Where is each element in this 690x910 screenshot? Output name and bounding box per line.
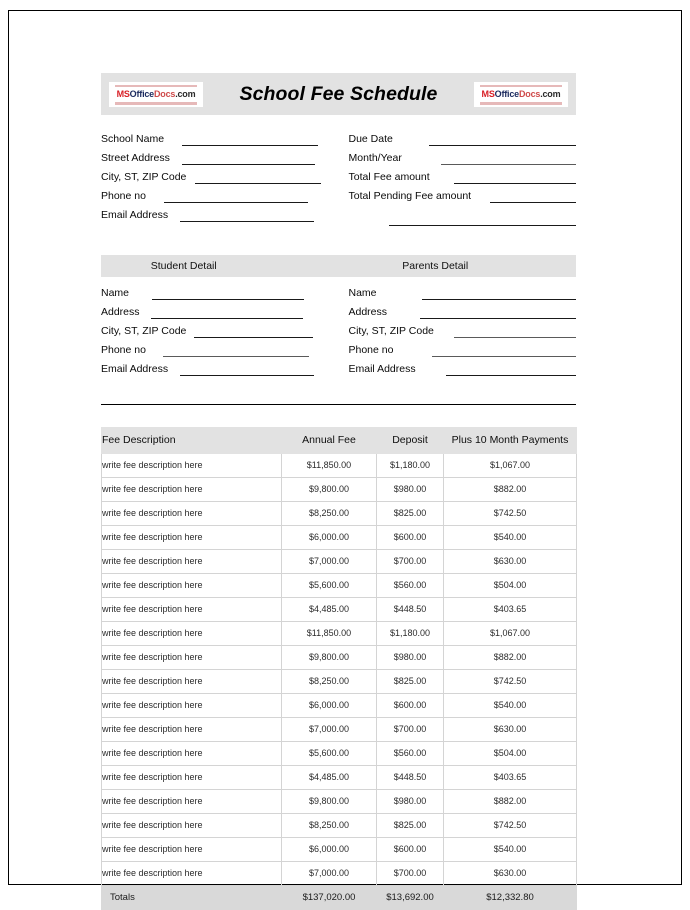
cell-fee-description[interactable]: write fee description here [102,813,282,837]
parents-address-input[interactable] [420,307,576,319]
logo-docs-text: Docs [153,89,176,99]
table-row[interactable] [102,501,577,525]
logo-com-text: .com [540,89,561,99]
due-date-input[interactable] [429,134,576,146]
cell-deposit[interactable]: $600.00 [377,525,444,549]
field-label: City, ST, ZIP Code [101,170,187,183]
detail-section-band [101,255,576,277]
parents-field-city-state-zip [349,322,577,339]
cell-deposit[interactable]: $980.00 [377,645,444,669]
student-field-phone-no [101,341,339,358]
cell-monthly-payment[interactable]: $630.00 [444,549,577,573]
logo-right [474,82,568,107]
cell-monthly-payment[interactable]: $882.00 [444,789,577,813]
cell-monthly-payment[interactable]: $630.00 [444,717,577,741]
parents-field-name [349,284,577,301]
cell-fee-description[interactable]: write fee description here [102,549,282,573]
field-street-address [101,148,339,165]
cell-fee-description[interactable]: write fee description here [102,453,282,477]
fee-schedule-table [101,427,577,910]
field-label: School Name [101,132,165,145]
student-field-email-address [101,360,339,377]
cell-annual-fee[interactable]: $4,485.00 [282,765,377,789]
email-address-input[interactable] [180,210,314,222]
month-year-input[interactable] [441,153,576,165]
cell-deposit[interactable]: $560.00 [377,741,444,765]
cell-annual-fee[interactable]: $9,800.00 [282,789,377,813]
cell-fee-description[interactable]: write fee description here [102,693,282,717]
form-sheet [101,73,576,910]
field-email-address [101,205,339,222]
table-row[interactable] [102,837,577,861]
cell-monthly-payment[interactable]: $1,067.00 [444,453,577,477]
cell-fee-description[interactable]: write fee description here [102,741,282,765]
column-header-fee-description: Fee Description [102,427,282,453]
table-row[interactable] [102,789,577,813]
cell-annual-fee[interactable]: $4,485.00 [282,597,377,621]
logo-ms-text: MS [481,89,495,99]
field-phone-no [101,186,339,203]
field-city-state-zip [101,167,339,184]
parents-field-address [349,303,577,320]
field-school-name [101,129,339,146]
logo-docs-text: Docs [518,89,541,99]
parents-name-input[interactable] [422,288,576,300]
field-label: Due Date [348,132,393,145]
field-label: Name [101,287,130,299]
field-month-year [349,148,577,165]
field-label: City, ST, ZIP Code [101,325,187,337]
field-label: Total Pending Fee amount [348,189,472,202]
field-label: Email Address [101,363,169,375]
logo-bar-bottom [480,102,562,105]
table-row[interactable] [102,861,577,885]
school-name-input[interactable] [182,134,318,146]
parents-city-state-zip-input[interactable] [454,326,576,338]
table-row[interactable] [102,525,577,549]
cell-fee-description[interactable]: write fee description here [102,765,282,789]
field-due-date [349,129,577,146]
street-address-input[interactable] [182,153,315,165]
logo-left [109,82,203,107]
totals-row [102,885,577,909]
cell-annual-fee[interactable]: $9,800.00 [282,477,377,501]
field-label: Street Address [101,151,170,164]
field-total-pending-fee-amount [349,186,577,203]
logo-ms-text: MS [116,89,130,99]
logo-bar-top [115,85,197,88]
table-row[interactable] [102,477,577,501]
cell-deposit[interactable]: $560.00 [377,573,444,597]
cell-monthly-payment[interactable]: $882.00 [444,477,577,501]
cell-annual-fee[interactable]: $8,250.00 [282,669,377,693]
table-row[interactable] [102,741,577,765]
cell-monthly-payment[interactable]: $504.00 [444,573,577,597]
cell-monthly-payment[interactable]: $540.00 [444,837,577,861]
totals-label: Totals [102,885,282,909]
field-label: City, ST, ZIP Code [348,325,434,337]
student-phone-no-input[interactable] [163,345,309,357]
table-row[interactable] [102,621,577,645]
cell-fee-description[interactable]: write fee description here [102,861,282,885]
total-pending-fee-amount-input[interactable] [490,191,576,203]
cell-monthly-payment[interactable]: $1,067.00 [444,621,577,645]
cell-fee-description[interactable]: write fee description here [102,669,282,693]
phone-no-input[interactable] [164,191,308,203]
logo-office-text: Office [494,89,519,99]
logo-wordmark [476,89,566,100]
title-band [101,73,576,115]
page-title: School Fee Schedule [239,82,438,105]
logo-bar-top [480,85,562,88]
totals-annual-fee: $137,020.00 [282,885,377,909]
cell-monthly-payment[interactable]: $882.00 [444,645,577,669]
cell-annual-fee[interactable]: $8,250.00 [282,813,377,837]
cell-annual-fee[interactable]: $7,000.00 [282,717,377,741]
field-label: Name [348,287,377,299]
cell-deposit[interactable]: $825.00 [377,813,444,837]
cell-deposit[interactable]: $448.50 [377,765,444,789]
cell-annual-fee[interactable]: $7,000.00 [282,549,377,573]
cell-fee-description[interactable]: write fee description here [102,837,282,861]
header-form-left-column [101,129,339,229]
parents-field-phone-no [349,341,577,358]
student-detail-column [101,284,339,379]
cell-annual-fee[interactable]: $11,850.00 [282,621,377,645]
cell-annual-fee[interactable]: $6,000.00 [282,837,377,861]
totals-deposit: $13,692.00 [377,885,444,909]
cell-monthly-payment[interactable]: $742.50 [444,501,577,525]
fee-table-header-row [102,427,577,453]
table-row[interactable] [102,453,577,477]
fee-table-head [102,427,577,453]
table-row[interactable] [102,645,577,669]
cell-monthly-payment[interactable]: $742.50 [444,813,577,837]
student-field-city-state-zip [101,322,339,339]
table-row[interactable] [102,549,577,573]
cell-monthly-payment[interactable]: $403.65 [444,597,577,621]
cell-fee-description[interactable]: write fee description here [102,501,282,525]
city-state-zip-input[interactable] [195,172,321,184]
student-city-state-zip-input[interactable] [194,326,313,338]
table-row[interactable] [102,813,577,837]
field-label: Phone no [348,344,394,356]
fee-table-body [102,453,577,885]
logo-office-text: Office [129,89,154,99]
cell-annual-fee[interactable]: $11,850.00 [282,453,377,477]
column-header-annual-fee: Annual Fee [282,427,377,453]
extra-blank-input[interactable] [389,214,577,226]
document-page [8,10,682,903]
parents-field-email-address [349,360,577,377]
header-form [101,129,576,229]
header-form-right-column [339,129,577,229]
logo-wordmark [111,89,201,100]
cell-annual-fee[interactable]: $7,000.00 [282,861,377,885]
field-label: Phone no [101,189,146,202]
logo-bar-bottom [115,102,197,105]
cell-deposit[interactable]: $825.00 [377,669,444,693]
total-fee-amount-input[interactable] [454,172,576,184]
student-email-address-input[interactable] [180,364,314,376]
cell-annual-fee[interactable]: $5,600.00 [282,741,377,765]
cell-fee-description[interactable]: write fee description here [102,789,282,813]
student-field-name [101,284,339,301]
cell-annual-fee[interactable]: $5,600.00 [282,573,377,597]
cell-monthly-payment[interactable]: $742.50 [444,669,577,693]
cell-fee-description[interactable]: write fee description here [102,525,282,549]
cell-deposit[interactable]: $980.00 [377,789,444,813]
cell-monthly-payment[interactable]: $403.65 [444,765,577,789]
cell-annual-fee[interactable]: $9,800.00 [282,645,377,669]
cell-deposit[interactable]: $700.00 [377,861,444,885]
table-row[interactable] [102,717,577,741]
field-total-fee-amount [349,167,577,184]
cell-monthly-payment[interactable]: $504.00 [444,741,577,765]
table-row[interactable] [102,765,577,789]
cell-annual-fee[interactable]: $6,000.00 [282,525,377,549]
cell-deposit[interactable]: $700.00 [377,549,444,573]
field-label: Address [101,306,140,318]
field-extra-blank [349,210,577,227]
cell-fee-description[interactable]: write fee description here [102,597,282,621]
cell-deposit[interactable]: $825.00 [377,501,444,525]
cell-fee-description[interactable]: write fee description here [102,645,282,669]
student-name-input[interactable] [152,288,304,300]
table-row[interactable] [102,669,577,693]
table-row[interactable] [102,597,577,621]
cell-deposit[interactable]: $980.00 [377,477,444,501]
logo-com-text: .com [175,89,196,99]
column-header-deposit: Deposit [377,427,444,453]
parents-detail-column [339,284,577,379]
parents-email-address-input[interactable] [446,364,576,376]
totals-monthly: $12,332.80 [444,885,577,909]
field-label: Email Address [348,363,416,375]
cell-deposit[interactable]: $1,180.00 [377,453,444,477]
detail-form [101,284,576,379]
field-label: Total Fee amount [348,170,430,183]
cell-deposit[interactable]: $1,180.00 [377,621,444,645]
cell-annual-fee[interactable]: $6,000.00 [282,693,377,717]
cell-deposit[interactable]: $600.00 [377,693,444,717]
cell-fee-description[interactable]: write fee description here [102,717,282,741]
cell-monthly-payment[interactable]: $540.00 [444,693,577,717]
cell-annual-fee[interactable]: $8,250.00 [282,501,377,525]
student-field-address [101,303,339,320]
cell-deposit[interactable]: $448.50 [377,597,444,621]
student-detail-heading: Student Detail [150,259,217,272]
field-label: Month/Year [348,151,402,164]
cell-deposit[interactable]: $600.00 [377,837,444,861]
student-address-input[interactable] [151,307,303,319]
cell-deposit[interactable]: $700.00 [377,717,444,741]
field-label: Phone no [101,344,146,356]
parents-detail-heading: Parents Detail [402,259,469,272]
cell-monthly-payment[interactable]: $630.00 [444,861,577,885]
cell-monthly-payment[interactable]: $540.00 [444,525,577,549]
field-label: Email Address [101,208,169,221]
parents-phone-no-input[interactable] [432,345,576,357]
cell-fee-description[interactable]: write fee description here [102,477,282,501]
fee-table-foot [102,885,577,909]
cell-fee-description[interactable]: write fee description here [102,621,282,645]
table-row[interactable] [102,693,577,717]
column-header-monthly-payments: Plus 10 Month Payments [444,427,577,453]
field-label: Address [348,306,388,318]
table-row[interactable] [102,573,577,597]
cell-fee-description[interactable]: write fee description here [102,573,282,597]
section-divider [101,404,576,405]
